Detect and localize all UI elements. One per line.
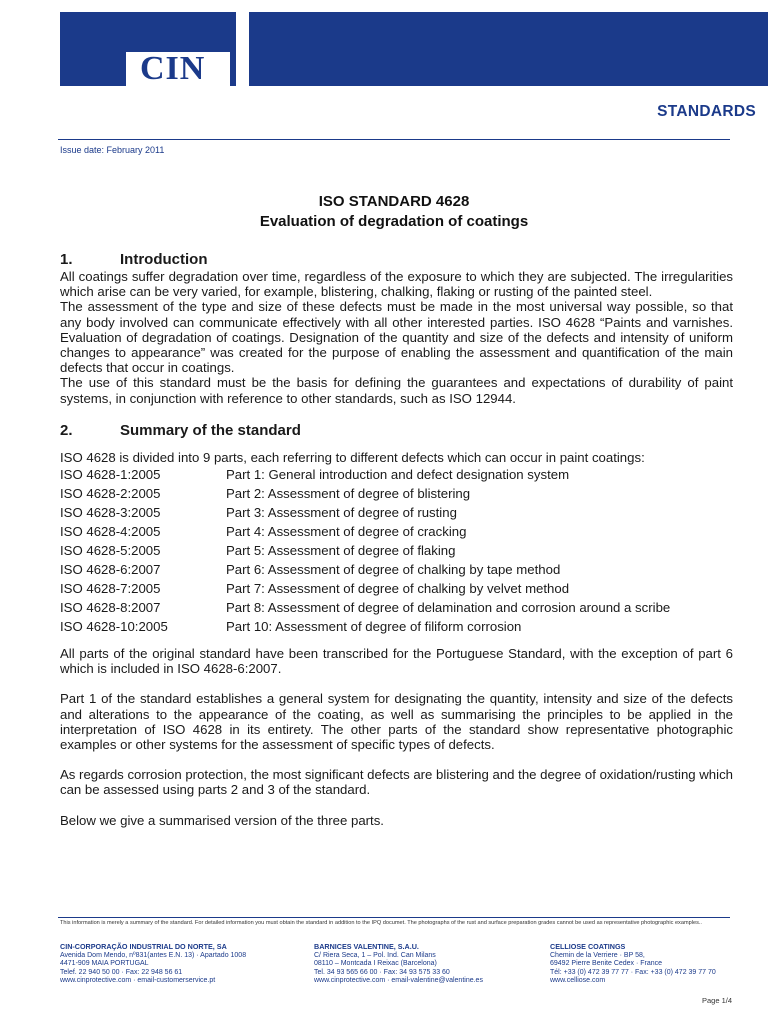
paragraph: As regards corrosion protection, the most significant defects are blistering and the degree of oxidation/rusting which can be assessed using parts 2 and 3 of the standard. — [60, 767, 733, 798]
paragraph: All parts of the original standard have been transcribed for the Portuguese Standard, with the exception of part 6 which is included in ISO 4628-6:2007. — [60, 646, 733, 677]
title-line-2: Evaluation of degradation of coatings — [259, 213, 529, 230]
header-divider-stripe — [236, 12, 249, 86]
address-line: Avenida Dom Mendo, nº831(antes E.N. 13) · Apartado 1008 — [60, 952, 247, 960]
web-email-link[interactable]: www.cinprotective.com · email-valentine@valentine.es — [314, 976, 483, 984]
header-rule — [58, 139, 730, 140]
section-title: Summary of the standard — [120, 421, 301, 439]
footer-company-valentine — [314, 943, 483, 985]
part-description: Part 5: Assessment of degree of flaking — [226, 543, 456, 559]
parts-list-item — [60, 465, 733, 484]
part-code: ISO 4628-5:2005 — [60, 543, 161, 559]
document-title — [58, 192, 730, 232]
address-line: Chemin de la Verriere · BP 58, — [550, 952, 645, 960]
paragraph: Part 1 of the standard establishes a general system for designating the quantity, intensity and size of the defects and alterations to the appearance of the coating, as well as summarising the principles to be applied in the interpretation of ISO 4628 in its entirety. The other parts of the standard show representative photographic examples or other systems for the assessment of specific types of defects. — [60, 691, 733, 753]
company-name: BARNICES VALENTINE, S.A.U. — [314, 942, 419, 951]
section-heading-introduction — [60, 250, 733, 269]
address-line: 4471-909 MAIA PORTUGAL — [60, 960, 149, 968]
parts-list — [60, 465, 733, 636]
part-code: ISO 4628-10:2005 — [60, 619, 168, 635]
part-description: Part 6: Assessment of degree of chalking by tape method — [226, 562, 561, 578]
part-description: Part 1: General introduction and defect designation system — [226, 467, 570, 483]
section-number: 1. — [60, 251, 73, 268]
paragraph: The use of this standard must be the basis for defining the guarantees and expectations of durability of paint systems, in conjunction with reference to other standards, such as ISO 12944. — [60, 375, 733, 406]
issue-date: Issue date: February 2011 — [60, 145, 165, 155]
parts-list-item — [60, 503, 733, 522]
address-line: 69492 Pierre Benite Cedex · France — [550, 960, 663, 968]
paragraph: All coatings suffer degradation over time, regardless of the exposure to which they are subjected. The irregularities which arise can be very varied, for example, blistering, chalking, flaking or rusting of the painted steel. — [60, 269, 733, 300]
part-code: ISO 4628-2:2005 — [60, 486, 161, 502]
part-code: ISO 4628-4:2005 — [60, 524, 161, 540]
parts-list-item — [60, 598, 733, 617]
title-line-1: ISO STANDARD 4628 — [318, 193, 470, 210]
address-line: C/ Riera Seca, 1 – Pol. Ind. Can Milans — [314, 952, 436, 960]
page-number: Page 1/4 — [701, 996, 732, 1005]
part-description: Part 10: Assessment of degree of filiform corrosion — [226, 619, 522, 635]
part-description: Part 7: Assessment of degree of chalking by velvet method — [226, 581, 570, 597]
cin-logo: CIN — [140, 50, 206, 87]
document-body — [60, 250, 733, 828]
section-label: STANDARDS — [657, 103, 756, 120]
paragraph: The assessment of the type and size of these defects must be made in the most universal way possible, so that any body involved can communicate effectively with all other interested parties. ISO 4628 “Paints and varnishes. Evaluation of degradation of coatings. Designation of the quantity and size of the defects and intensity of uniform changes to appearance” was created for the purpose of enabling the assessment and quantification of the main defects that occur in coatings. — [60, 299, 733, 376]
web-email-link[interactable]: www.cinprotective.com · email-customerservice.pt — [60, 976, 216, 984]
part-description: Part 2: Assessment of degree of blistering — [226, 486, 471, 502]
footer-company-celliose — [550, 943, 716, 985]
footer-disclaimer: This information is merely a summary of the standard. For detailed information you must obtain the standard in addition to the IPQ documet. The photographs of the rust and surface preparation grades cannot be used as representative photographic examples.. — [60, 920, 702, 926]
part-code: ISO 4628-6:2007 — [60, 562, 161, 578]
parts-list-item — [60, 522, 733, 541]
phone-line: Tel. 34 93 565 66 00 · Fax: 34 93 575 33 60 — [314, 968, 450, 976]
part-description: Part 8: Assessment of degree of delamination and corrosion around a scribe — [226, 600, 671, 616]
web-link[interactable]: www.celliose.com — [550, 976, 606, 984]
part-code: ISO 4628-8:2007 — [60, 600, 161, 616]
section-title: Introduction — [120, 251, 208, 268]
part-code: ISO 4628-7:2005 — [60, 581, 161, 597]
part-code: ISO 4628-3:2005 — [60, 505, 161, 521]
parts-list-item — [60, 560, 733, 579]
section-number: 2. — [60, 421, 73, 439]
company-name: CIN-CORPORAÇÃO INDUSTRIAL DO NORTE, SA — [60, 942, 227, 951]
company-name: CELLIOSE COATINGS — [550, 942, 626, 951]
part-description: Part 4: Assessment of degree of cracking — [226, 524, 467, 540]
footer-company-cin — [60, 943, 246, 985]
paragraph: Below we give a summarised version of the three parts. — [60, 812, 384, 828]
parts-list-item — [60, 579, 733, 598]
footer-rule — [58, 917, 730, 918]
phone-line: Tél: +33 (0) 472 39 77 77 · Fax: +33 (0) 472 39 77 70 — [550, 968, 716, 976]
phone-line: Telef. 22 940 50 00 · Fax: 22 948 56 61 — [60, 968, 183, 976]
parts-list-item — [60, 541, 733, 560]
paragraph: ISO 4628 is divided into 9 parts, each referring to different defects which can occur in paint coatings: — [60, 449, 645, 465]
parts-list-item — [60, 617, 733, 636]
section-heading-summary — [60, 421, 733, 440]
part-code: ISO 4628-1:2005 — [60, 467, 161, 483]
parts-list-item — [60, 484, 733, 503]
part-description: Part 3: Assessment of degree of rusting — [226, 505, 457, 521]
address-line: 08110 – Montcada I Reixac (Barcelona) — [314, 960, 437, 968]
